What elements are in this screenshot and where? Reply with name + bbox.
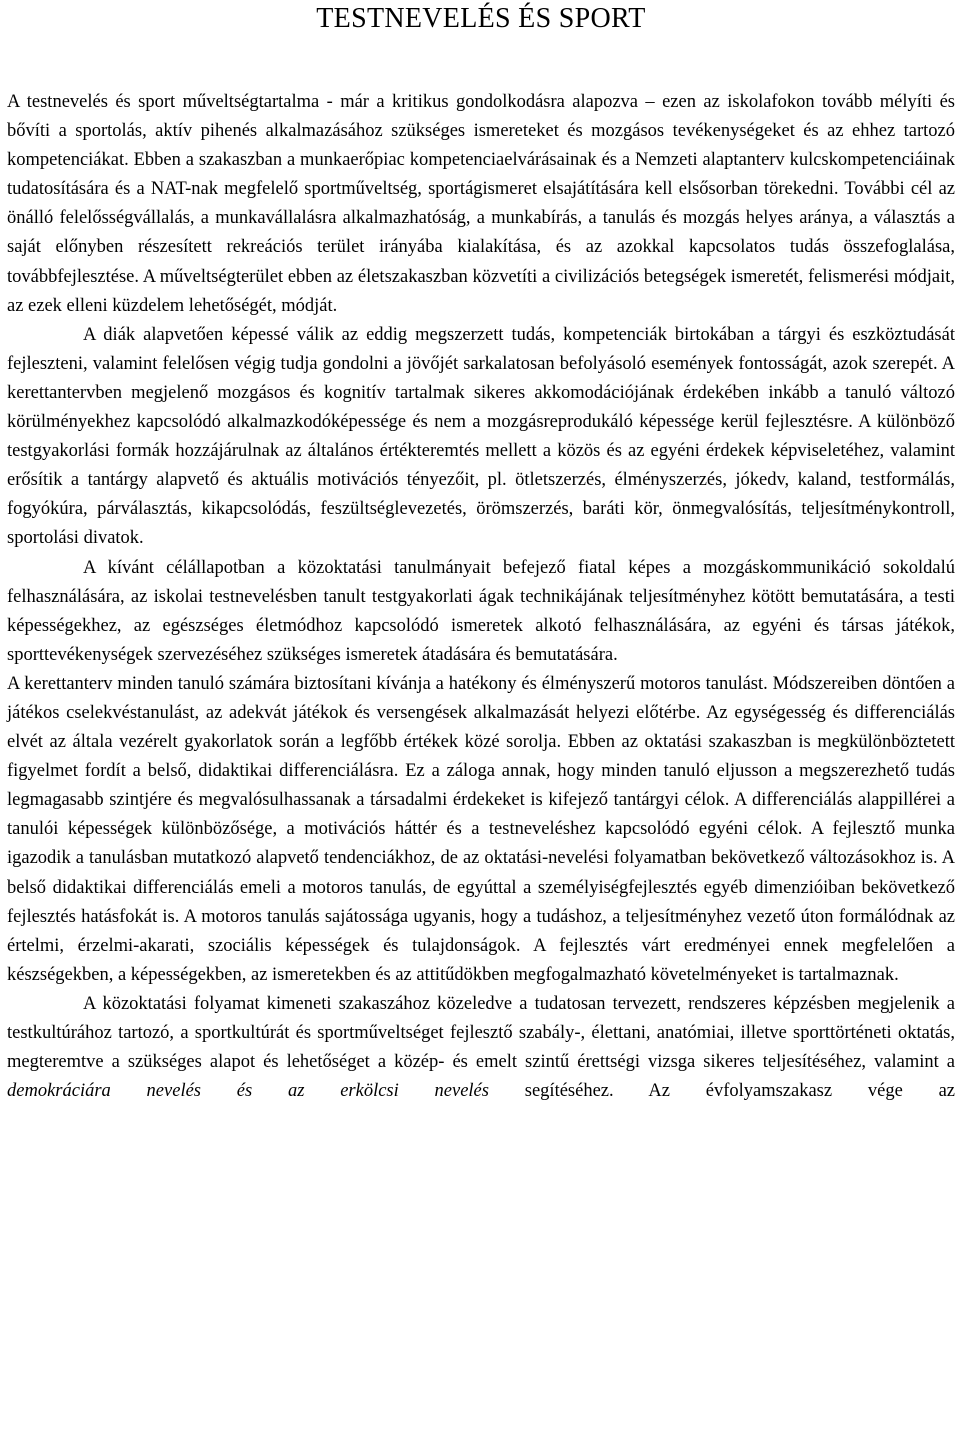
paragraph-framework-curriculum: A kerettanterv minden tanuló számára biztosítani kívánja a hatékony és élményszerű motoros tanulást. Módszereiben döntően a játékos cselekvéstanulást, az adekvát játékok és versengések alkalmazását helyezi előtérbe. Az egységesség és differenciálás elvét az általa vezérelt gyakorlatok során a legfőbb értékek közé sorolja. Ebben az oktatási szakaszban is megkülönböztetett figyelmet fordít a belső, didaktikai differenciálásra. Ez a záloga annak, hogy minden tanuló eljusson a megszerezhető tudás legmagasabb szintjére és megvalósulhassanak a társadalmi érdekeket is kifejező tantárgyi célok. A differenciálás alappillérei a tanulói képességek különbözősége, a motivációs háttér és a testneveléshez kapcsolódó egyéni célok. A fejlesztő munka igazodik a tanulásban mutatkozó alapvető tendenciákhoz, de az oktatási-nevelési folyamatban bekövetkező változásokhoz is. A belső didaktikai differenciálás emeli a motoros tanulás, de egyúttal a személyiségfejlesztés egyéb dimenzióiban bekövetkező fejlesztés hatásfokát is. A motoros tanulás sajátossága ugyanis, hogy a tudáshoz, a teljesítményhez vezető úton formálódnak az értelmi, érzelmi-akarati, szociális képességek és tulajdonságok. A fejlesztés várt eredményei ennek megfelelően a készségekben, a képességekben, az ismeretekben és az attitűdökben megfogalmazható követelményeket is tartalmaznak. [7, 673, 955, 985]
page-title: TESTNEVELÉS ÉS SPORT [316, 3, 646, 34]
paragraph-text-end: segítéséhez. Az évfolyamszakasz vége az [524, 1081, 955, 1102]
document-page [7, 0, 955, 1106]
paragraph-text-start: A közoktatási folyamat kimeneti szakaszához közeledve a tudatosan tervezett, rendszeres képzésben megjelenik a testkultúrához tartozó, a sportkultúrát és sportműveltséget fejlesztő szabály-, élettani, anatómiai, illetve sporttörténeti oktatás, megteremtve a szükséges alapot és lehetőséget a közép- és emelt szintű érettségi vizsga sikeres teljesítéséhez, valamint a [7, 993, 955, 1073]
emphasis-democracy-ethics: demokráciára nevelés és az erkölcsi nevelés [7, 1081, 489, 1102]
paragraph-target-state: A kívánt célállapotban a közoktatási tanulmányait befejező fiatal képes a mozgáskommunikáció sokoldalú felhasználására, az iskolai testnevelésben tanult testgyakorlati ágak technikájának teljesítményhez kötött bemutatására, a testi képességekhez, az egészséges életmódhoz kapcsolódó ismeretek alkotó felhasználására, az egyéni és társas játékok, sporttevékenységek szervezéséhez szükséges ismeretek átadására és bemutatására. [7, 557, 955, 665]
paragraph-public-education [7, 990, 955, 1106]
paragraph-student-abilities: A diák alapvetően képessé válik az eddig megszerzett tudás, kompetenciák birtokában a tárgyi és eszköztudását fejleszteni, valamint felelősen végig tudja gondolni a jövőjét sarkalatosan befolyásoló események fontosságát, azok szerepét. A kerettantervben megjelenő mozgásos és kognitív tartalmak sikeres akkomodációjának érdekében inkább a tanuló változó körülményekhez kapcsolódó alkalmazkodóképessége és nem a mozgásreprodukáló képessége kerül fejlesztésre. A különböző testgyakorlási formák hozzájárulnak az általános értékteremtés mellett a közös és az egyéni érdekek képviseletéhez, valamint erősítik a tantárgy alapvető és aktuális motivációs tényezőit, pl. ötletszerzés, élményszerzés, jókedv, kaland, testformálás, fogyókúra, párválasztás, kikapcsolódás, feszültséglevezetés, örömszerzés, baráti kör, önmegvalósítás, teljesítménykontroll, sportolási divatok. [7, 324, 955, 549]
paragraph-intro: A testnevelés és sport műveltségtartalma - már a kritikus gondolkodásra alapozva – ezen az iskolafokon tovább mélyíti és bővíti a sportolás, aktív pihenés alkalmazásához szükséges ismereteket és mozgásos tevékenységeket és az ehhez tartozó kompetenciákat. Ebben a szakaszban a munkaerőpiac kompetenciaelvárásainak és a Nemzeti alaptanterv kulcskompetenciáinak tudatosítására és a NAT-nak megfelelő sportműveltség, sportágismeret elsajátítására kell elsősorban törekedni. További cél az önálló felelősségvállalás, a munkavállalásra alkalmazhatóság, a munkabírás, a tanulás és mozgás helyes aránya, a választás a saját előnyben részesített rekreációs terület irányába kialakítása, és az azokkal kapcsolatos tudás összefoglalása, továbbfejlesztése. A műveltségterület ebben az életszakaszban közvetíti a civilizációs betegségek ismeretét, felismerési módjait, az ezek elleni küzdelem lehetőségét, módját. [7, 92, 955, 316]
